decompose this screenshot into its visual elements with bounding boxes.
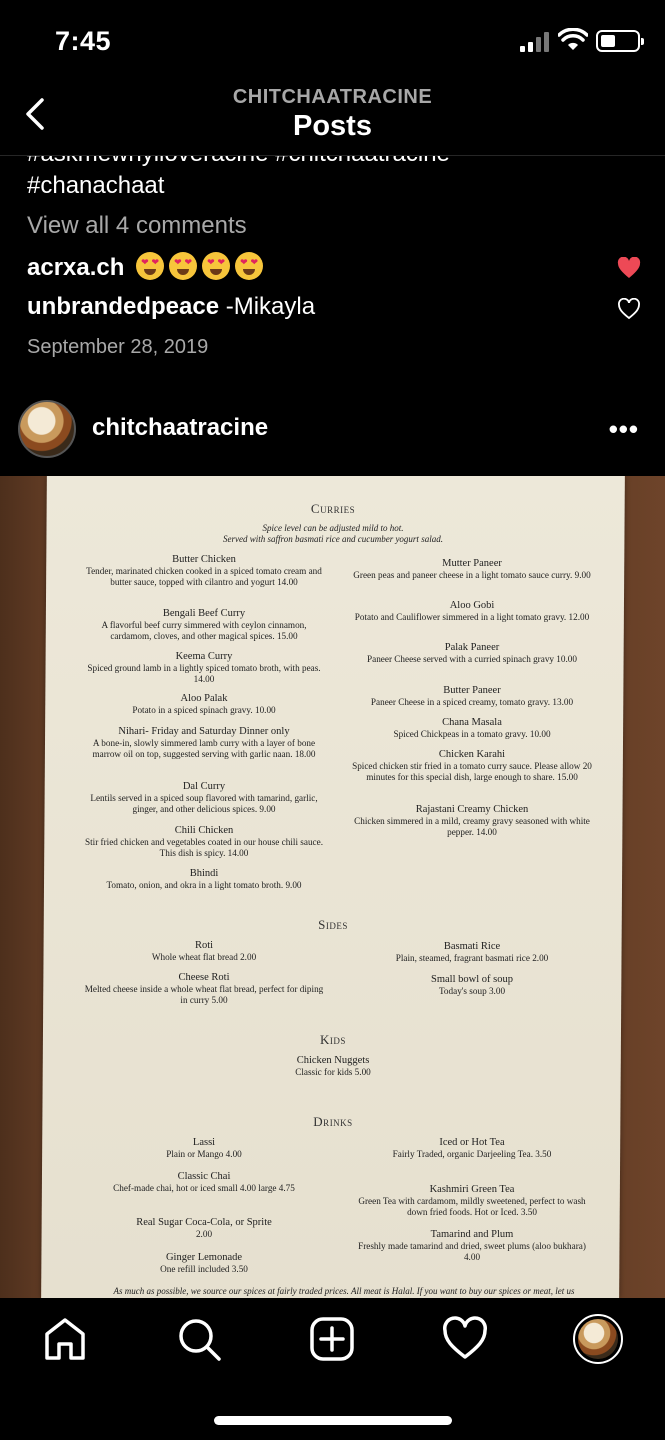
caption-area (0, 140, 665, 380)
menu-item-name: Palak Paneer (444, 642, 500, 653)
heart-eyes-emoji-icon (136, 252, 164, 280)
menu-item-name: Chicken Karahi (438, 749, 506, 760)
comment-row (27, 293, 315, 321)
menu-item-desc: Whole wheat flat bread 2.00 (151, 952, 257, 962)
menu-item-name: Bhindi (189, 868, 219, 879)
menu-item (84, 693, 324, 716)
caption-hashtag[interactable]: #chanachaat (27, 172, 165, 199)
menu-item-desc: Classic for kids 5.00 (295, 1067, 371, 1077)
home-icon[interactable] (42, 1316, 88, 1362)
menu-item (352, 974, 592, 997)
menu-item (352, 717, 592, 740)
heart-eyes-emoji-icon (202, 252, 230, 280)
menu-item-desc: Paneer Cheese in a spiced creamy, tomato gravy. 13.00 (370, 697, 574, 707)
menu-item-name: Keema Curry (175, 651, 233, 662)
comment-like-heart-icon[interactable] (617, 298, 641, 320)
menu-item (352, 749, 592, 782)
menu-item-name: Chili Chicken (174, 825, 234, 836)
menu-item (213, 1055, 453, 1078)
menu-item (84, 608, 324, 641)
menu-item-name: Cheese Roti (178, 972, 230, 983)
menu-item (352, 1229, 592, 1262)
search-icon[interactable] (176, 1316, 222, 1362)
wifi-icon (558, 28, 588, 52)
menu-item (352, 1184, 592, 1217)
menu-item (84, 868, 324, 891)
heart-eyes-emoji-icon (235, 252, 263, 280)
comment-username[interactable]: acrxa.ch (27, 254, 125, 281)
home-indicator[interactable] (214, 1416, 452, 1425)
new-post-icon[interactable] (309, 1316, 355, 1362)
menu-item-name: Butter Chicken (172, 554, 236, 565)
menu-item-name: Small bowl of soup (431, 974, 513, 985)
menu-item (84, 940, 324, 963)
menu-item-name: Basmati Rice (443, 941, 501, 952)
menu-item-name: Iced or Hot Tea (439, 1137, 505, 1148)
menu-item-name: Rajastani Creamy Chicken (415, 804, 529, 815)
menu-item (84, 972, 324, 1005)
menu-item (352, 941, 592, 964)
menu-item-desc: Tomato, onion, and okra in a light tomato broth. 9.00 (106, 880, 302, 890)
comment-row (27, 252, 263, 282)
view-all-comments-link[interactable]: View all 4 comments (27, 212, 247, 239)
menu-item (84, 1171, 324, 1194)
menu-item-desc: A bone-in, slowly simmered lamb curry with a layer of bone marrow oil on top, suggested serving with garlic naan. 18.00 (92, 738, 316, 759)
menu-item-desc: Freshly made tamarind and dried, sweet plums (aloo bukhara) 4.00 (358, 1241, 586, 1262)
page-title: Posts (293, 110, 372, 142)
menu-section-title: Drinks (313, 1114, 353, 1129)
menu-item (84, 554, 324, 587)
post-username[interactable]: chitchaatracine (92, 414, 269, 441)
comment-like-filled-heart-icon[interactable] (617, 257, 641, 279)
post-date: September 28, 2019 (27, 336, 209, 358)
menu-item (352, 1137, 592, 1160)
menu-item-name: Aloo Gobi (449, 600, 495, 611)
menu-item (352, 642, 592, 665)
menu-item-name: Classic Chai (177, 1171, 231, 1182)
menu-item-name: Kashmiri Green Tea (429, 1184, 515, 1195)
menu-item-name: Nihari- Friday and Saturday Dinner only (118, 726, 290, 737)
profile-avatar[interactable] (573, 1314, 623, 1364)
menu-item-name: Lassi (192, 1137, 216, 1148)
menu-item-desc: Melted cheese inside a whole wheat flat bread, perfect for diping in curry 5.00 (84, 984, 324, 1005)
status-time: 7:45 (55, 26, 112, 56)
heart-eyes-emoji-icon (169, 252, 197, 280)
activity-heart-icon[interactable] (442, 1316, 488, 1362)
menu-item-desc: Plain, steamed, fragrant basmati rice 2.00 (395, 953, 549, 963)
menu-item-name: Real Sugar Coca-Cola, or Sprite (136, 1217, 272, 1228)
comment-text: -Mikayla (219, 293, 316, 320)
post-header (0, 398, 665, 462)
menu-item-desc: Chef-made chai, hot or iced small 4.00 large 4.75 (113, 1183, 295, 1193)
menu-item-name: Ginger Lemonade (165, 1252, 243, 1263)
menu-item-name: Roti (194, 940, 214, 951)
menu-item-name: Mutter Paneer (442, 558, 502, 569)
status-bar (0, 0, 665, 82)
menu-item (352, 685, 592, 708)
menu-item (352, 600, 592, 623)
battery-icon (596, 30, 640, 52)
menu-item-desc: Potato and Cauliflower simmered in a light tomato gravy. 12.00 (354, 612, 590, 622)
menu-item-desc: Spiced ground lamb in a lightly spiced tomato broth, with peas. 14.00 (87, 663, 321, 684)
menu-item (84, 651, 324, 684)
menu-item-name: Aloo Palak (180, 693, 228, 704)
menu-item-desc: Spiced chicken stir fried in a tomato curry sauce. Please allow 20 minutes for this special dish, large enough to share. 15.00 (352, 761, 592, 782)
menu-item-desc: Fairly Traded, organic Darjeeling Tea. 3.50 (392, 1149, 552, 1159)
menu-item-desc: Chicken simmered in a mild, creamy gravy seasoned with white pepper. 14.00 (354, 816, 590, 837)
menu-footer-note: As much as possible, we source our spices at fairly traded prices. All meat is Halal. If you want to buy our spices or meat, let us (113, 1286, 575, 1296)
more-options-icon[interactable]: ••• (608, 414, 639, 444)
menu-item-name: Bengali Beef Curry (162, 608, 246, 619)
menu-item-desc: Green Tea with cardamom, mildly sweetened, perfect to wash down fried foods. Hot or Iced. 3.50 (358, 1196, 586, 1217)
menu-item-name: Chana Masala (442, 717, 502, 728)
header-account-name: CHITCHAATRACINE (232, 86, 433, 108)
menu-item-desc: Today's soup 3.00 (438, 986, 506, 996)
menu-item (84, 781, 324, 814)
menu-item-desc: Green peas and paneer cheese in a light tomato sauce curry. 9.00 (353, 570, 591, 580)
menu-item-desc: Spiced Chickpeas in a tomato gravy. 10.00 (393, 729, 551, 739)
post-avatar[interactable] (18, 400, 76, 458)
menu-note: Served with saffron basmati rice and cucumber yogurt salad. (223, 534, 443, 544)
menu-item-desc: Stir fried chicken and vegetables coated in our house chili sauce. This dish is spicy. 14.00 (84, 837, 324, 858)
comment-username[interactable]: unbrandedpeace (27, 293, 220, 320)
menu-note: Spice level can be adjusted mild to hot. (262, 523, 404, 533)
menu-item (84, 825, 324, 858)
cellular-signal-icon (520, 32, 552, 52)
menu-item-desc: Lentils served in a spiced soup flavored with tamarind, garlic, ginger, and other delicious spices. 9.00 (90, 793, 318, 814)
menu-content (44, 476, 622, 1298)
post-photo[interactable] (0, 476, 665, 1298)
menu-item-desc: 2.00 (195, 1229, 213, 1239)
menu-item (84, 726, 324, 759)
menu-item (352, 558, 592, 581)
menu-item (352, 804, 592, 837)
menu-item (84, 1137, 324, 1160)
menu-item (84, 1217, 324, 1240)
menu-section-title: Kids (320, 1032, 346, 1047)
menu-item (84, 1252, 324, 1275)
menu-item-name: Tamarind and Plum (430, 1229, 514, 1240)
menu-item-name: Dal Curry (182, 781, 226, 792)
menu-item-desc: One refill included 3.50 (160, 1264, 248, 1274)
menu-item-name: Chicken Nuggets (296, 1055, 370, 1066)
menu-item-name: Butter Paneer (443, 685, 501, 696)
menu-item-desc: Tender, marinated chicken cooked in a spiced tomato cream and butter sauce, topped with cilantro and yogurt 14.00 (86, 566, 322, 587)
menu-item-desc: Plain or Mango 4.00 (166, 1149, 242, 1159)
menu-item-desc: Paneer Cheese served with a curried spinach gravy 10.00 (367, 654, 577, 664)
menu-section-title: Sides (318, 917, 348, 932)
menu-item-desc: A flavorful beef curry simmered with ceylon cinnamon, cardamom, cloves, and other magical spices. 15.00 (101, 620, 307, 641)
menu-section-title: Curries (310, 501, 356, 516)
menu-item-desc: Potato in a spiced spinach gravy. 10.00 (132, 705, 276, 715)
nav-header (0, 82, 665, 156)
